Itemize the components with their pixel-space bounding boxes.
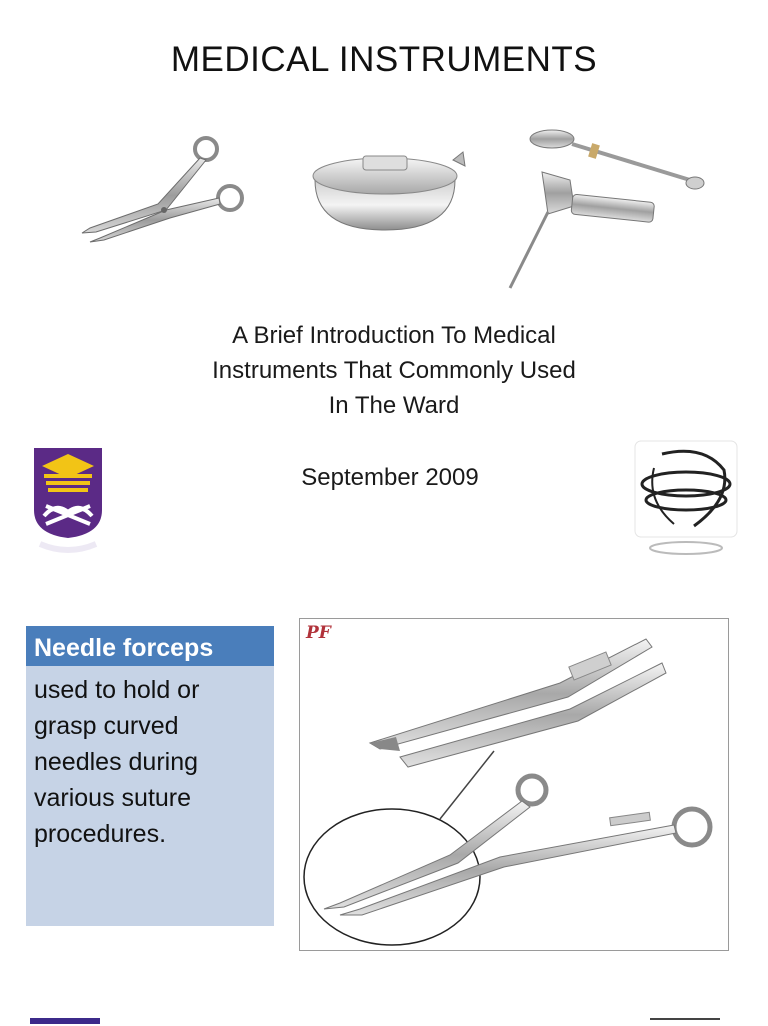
description-line: procedures. (34, 820, 167, 848)
kidney-bowl-icon (305, 140, 470, 235)
next-slide-crest-edge (30, 1018, 100, 1024)
description-line: various suture (34, 784, 192, 812)
instrument-photo (299, 618, 729, 951)
subtitle-line: In The Ward (328, 392, 460, 419)
university-crest-icon (32, 446, 104, 558)
subtitle-line: Instruments That Commonly Used (212, 357, 576, 384)
globe-logo-icon (634, 440, 738, 560)
slide-title: MEDICAL INSTRUMENTS (170, 40, 598, 79)
subtitle (134, 318, 654, 423)
description-line: grasp curved (34, 712, 179, 740)
needle-forceps-icon (300, 619, 728, 950)
scissors-icon (70, 132, 255, 252)
speculum-icon (500, 122, 715, 292)
instrument-description (26, 666, 274, 926)
instrument-heading: Needle forceps (26, 626, 274, 666)
next-slide-logo-edge (650, 1018, 720, 1026)
date-text: September 2009 (301, 464, 479, 491)
subtitle-line: A Brief Introduction To Medical (232, 322, 556, 349)
watermark-logo: PF (306, 623, 331, 643)
description-line: needles during (34, 748, 199, 776)
description-line: used to hold or (34, 676, 200, 704)
